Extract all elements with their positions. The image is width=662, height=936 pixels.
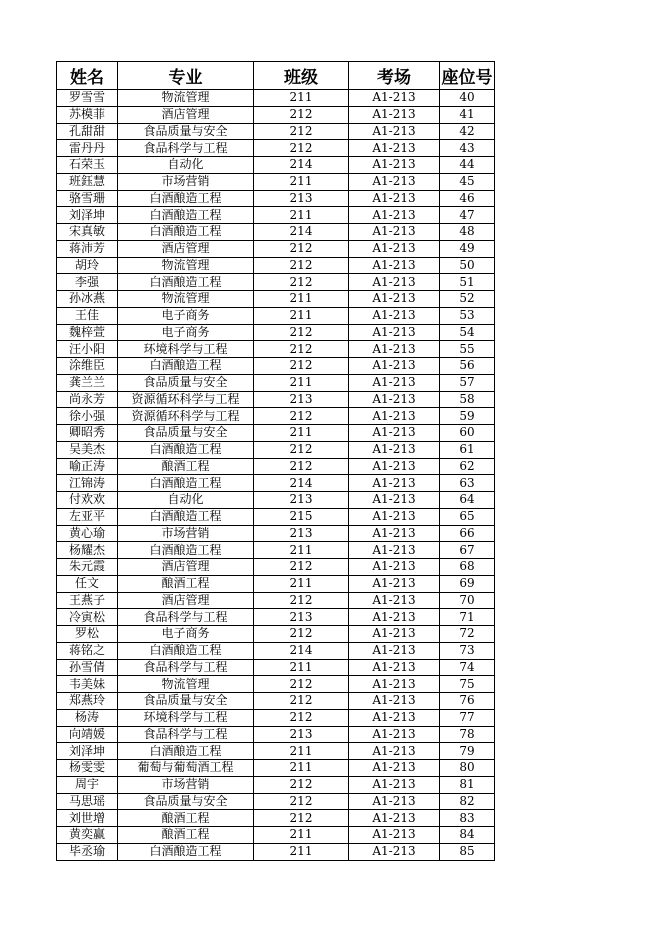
cell-exam-room: A1-213 [349,106,440,123]
cell-major: 食品质量与安全 [118,693,254,710]
cell-name: 宋真敏 [57,224,118,241]
cell-seat-number: 52 [440,291,495,308]
cell-major: 食品质量与安全 [118,374,254,391]
table-row [57,291,495,308]
cell-exam-room: A1-213 [349,240,440,257]
cell-class: 212 [254,341,349,358]
cell-seat-number: 45 [440,173,495,190]
cell-class: 212 [254,776,349,793]
cell-seat-number: 77 [440,709,495,726]
cell-exam-room: A1-213 [349,492,440,509]
cell-name: 孙冰燕 [57,291,118,308]
cell-exam-room: A1-213 [349,324,440,341]
table-row [57,157,495,174]
cell-name: 杨耀杰 [57,542,118,559]
cell-major: 酿酒工程 [118,458,254,475]
table-row [57,760,495,777]
cell-name: 孙雪倩 [57,659,118,676]
cell-major: 白酒酿造工程 [118,274,254,291]
table-row [57,140,495,157]
cell-major: 食品科学与工程 [118,726,254,743]
cell-name: 汪小阳 [57,341,118,358]
table-row [57,709,495,726]
cell-major: 酒店管理 [118,592,254,609]
cell-seat-number: 79 [440,743,495,760]
cell-major: 电子商务 [118,626,254,643]
cell-class: 213 [254,391,349,408]
cell-major: 物流管理 [118,257,254,274]
cell-class: 212 [254,810,349,827]
cell-exam-room: A1-213 [349,140,440,157]
cell-seat-number: 55 [440,341,495,358]
cell-major: 白酒酿造工程 [118,190,254,207]
cell-name: 付欢欢 [57,492,118,509]
cell-major: 白酒酿造工程 [118,642,254,659]
table-row [57,525,495,542]
cell-exam-room: A1-213 [349,709,440,726]
table-row [57,776,495,793]
cell-seat-number: 71 [440,609,495,626]
table-row [57,676,495,693]
cell-major: 物流管理 [118,291,254,308]
cell-class: 212 [254,240,349,257]
cell-class: 212 [254,693,349,710]
cell-major: 电子商务 [118,324,254,341]
table-row [57,358,495,375]
cell-seat-number: 41 [440,106,495,123]
table-row [57,274,495,291]
cell-name: 李强 [57,274,118,291]
cell-exam-room: A1-213 [349,810,440,827]
cell-major: 资源循环科学与工程 [118,391,254,408]
cell-name: 杨雯雯 [57,760,118,777]
cell-major: 白酒酿造工程 [118,224,254,241]
cell-class: 214 [254,475,349,492]
cell-exam-room: A1-213 [349,827,440,844]
table-row [57,810,495,827]
cell-name: 左亚平 [57,508,118,525]
cell-name: 周宇 [57,776,118,793]
cell-class: 211 [254,90,349,107]
cell-major: 白酒酿造工程 [118,475,254,492]
cell-seat-number: 64 [440,492,495,509]
cell-exam-room: A1-213 [349,441,440,458]
cell-class: 211 [254,307,349,324]
cell-exam-room: A1-213 [349,726,440,743]
table-row [57,575,495,592]
cell-exam-room: A1-213 [349,391,440,408]
cell-major: 酒店管理 [118,559,254,576]
cell-seat-number: 68 [440,559,495,576]
cell-class: 212 [254,358,349,375]
cell-name: 向靖媛 [57,726,118,743]
cell-class: 211 [254,760,349,777]
cell-exam-room: A1-213 [349,508,440,525]
cell-major: 白酒酿造工程 [118,743,254,760]
cell-seat-number: 82 [440,793,495,810]
cell-name: 尚永芳 [57,391,118,408]
cell-seat-number: 60 [440,425,495,442]
cell-seat-number: 67 [440,542,495,559]
cell-class: 211 [254,575,349,592]
cell-seat-number: 84 [440,827,495,844]
table-row [57,441,495,458]
header-exam-room: 考场 [349,62,440,90]
cell-name: 朱元霞 [57,559,118,576]
cell-major: 自动化 [118,157,254,174]
cell-seat-number: 58 [440,391,495,408]
cell-name: 罗雪雪 [57,90,118,107]
table-row [57,458,495,475]
cell-seat-number: 48 [440,224,495,241]
cell-class: 213 [254,492,349,509]
cell-major: 白酒酿造工程 [118,542,254,559]
cell-exam-room: A1-213 [349,224,440,241]
cell-major: 食品科学与工程 [118,609,254,626]
cell-exam-room: A1-213 [349,776,440,793]
cell-class: 212 [254,441,349,458]
cell-class: 213 [254,726,349,743]
table-row [57,90,495,107]
table-row [57,190,495,207]
table-row [57,257,495,274]
cell-name: 雷丹丹 [57,140,118,157]
cell-class: 212 [254,106,349,123]
cell-class: 212 [254,324,349,341]
cell-name: 蒋沛芳 [57,240,118,257]
cell-exam-room: A1-213 [349,559,440,576]
cell-seat-number: 85 [440,843,495,860]
cell-major: 酿酒工程 [118,810,254,827]
table-row [57,542,495,559]
cell-major: 酒店管理 [118,106,254,123]
cell-class: 214 [254,157,349,174]
cell-seat-number: 76 [440,693,495,710]
cell-exam-room: A1-213 [349,793,440,810]
table-row [57,659,495,676]
cell-class: 211 [254,291,349,308]
table-row [57,559,495,576]
cell-seat-number: 59 [440,408,495,425]
table-row [57,793,495,810]
table-row [57,726,495,743]
cell-exam-room: A1-213 [349,542,440,559]
table-body [57,90,495,861]
cell-seat-number: 47 [440,207,495,224]
cell-class: 211 [254,374,349,391]
cell-class: 212 [254,793,349,810]
cell-class: 212 [254,709,349,726]
cell-name: 任文 [57,575,118,592]
cell-class: 212 [254,140,349,157]
cell-exam-room: A1-213 [349,693,440,710]
cell-class: 212 [254,559,349,576]
cell-major: 葡萄与葡萄酒工程 [118,760,254,777]
cell-exam-room: A1-213 [349,525,440,542]
cell-name: 王佳 [57,307,118,324]
cell-class: 211 [254,425,349,442]
cell-name: 骆雪珊 [57,190,118,207]
cell-exam-room: A1-213 [349,676,440,693]
cell-seat-number: 73 [440,642,495,659]
cell-name: 黄奕赢 [57,827,118,844]
seat-assignment-table [56,61,495,861]
cell-class: 214 [254,642,349,659]
cell-major: 酿酒工程 [118,827,254,844]
table-row [57,341,495,358]
cell-major: 环境科学与工程 [118,341,254,358]
cell-class: 212 [254,274,349,291]
table-header-row [57,62,495,90]
table-row [57,743,495,760]
table-row [57,592,495,609]
cell-name: 涂维臣 [57,358,118,375]
table-row [57,240,495,257]
table-row [57,425,495,442]
header-seat-number: 座位号 [440,62,495,90]
cell-exam-room: A1-213 [349,274,440,291]
cell-major: 物流管理 [118,90,254,107]
table-row [57,475,495,492]
cell-major: 白酒酿造工程 [118,358,254,375]
cell-class: 211 [254,542,349,559]
table-row [57,843,495,860]
cell-seat-number: 62 [440,458,495,475]
cell-class: 215 [254,508,349,525]
header-class: 班级 [254,62,349,90]
cell-exam-room: A1-213 [349,291,440,308]
cell-name: 黄心瑜 [57,525,118,542]
cell-class: 211 [254,843,349,860]
cell-class: 212 [254,408,349,425]
cell-name: 魏梓萱 [57,324,118,341]
cell-name: 徐小强 [57,408,118,425]
cell-name: 刘泽坤 [57,207,118,224]
cell-class: 212 [254,676,349,693]
cell-exam-room: A1-213 [349,190,440,207]
cell-name: 罗松 [57,626,118,643]
cell-major: 资源循环科学与工程 [118,408,254,425]
cell-major: 白酒酿造工程 [118,843,254,860]
cell-seat-number: 74 [440,659,495,676]
cell-exam-room: A1-213 [349,157,440,174]
cell-major: 市场营销 [118,525,254,542]
cell-major: 电子商务 [118,307,254,324]
table-row [57,123,495,140]
cell-exam-room: A1-213 [349,626,440,643]
cell-name: 石荣玉 [57,157,118,174]
cell-seat-number: 51 [440,274,495,291]
cell-name: 王燕子 [57,592,118,609]
table-row [57,391,495,408]
cell-exam-room: A1-213 [349,843,440,860]
cell-major: 食品质量与安全 [118,425,254,442]
cell-major: 食品质量与安全 [118,123,254,140]
cell-class: 211 [254,173,349,190]
cell-name: 蒋铭之 [57,642,118,659]
cell-name: 喻正涛 [57,458,118,475]
cell-class: 213 [254,190,349,207]
table-row [57,642,495,659]
cell-name: 胡玲 [57,257,118,274]
cell-seat-number: 53 [440,307,495,324]
cell-seat-number: 43 [440,140,495,157]
cell-seat-number: 56 [440,358,495,375]
cell-name: 马思瑶 [57,793,118,810]
table-row [57,827,495,844]
cell-seat-number: 75 [440,676,495,693]
cell-seat-number: 54 [440,324,495,341]
cell-name: 刘泽坤 [57,743,118,760]
cell-exam-room: A1-213 [349,257,440,274]
cell-exam-room: A1-213 [349,458,440,475]
cell-seat-number: 66 [440,525,495,542]
header-major: 专业 [118,62,254,90]
table-row [57,693,495,710]
table-row [57,492,495,509]
cell-name: 郑燕玲 [57,693,118,710]
cell-class: 211 [254,659,349,676]
table-row [57,408,495,425]
cell-name: 韦美妹 [57,676,118,693]
cell-major: 市场营销 [118,173,254,190]
table-row [57,508,495,525]
cell-name: 杨涛 [57,709,118,726]
cell-seat-number: 70 [440,592,495,609]
cell-seat-number: 44 [440,157,495,174]
cell-major: 酒店管理 [118,240,254,257]
cell-exam-room: A1-213 [349,358,440,375]
table-row [57,324,495,341]
cell-exam-room: A1-213 [349,592,440,609]
cell-major: 食品质量与安全 [118,793,254,810]
cell-exam-room: A1-213 [349,173,440,190]
cell-seat-number: 50 [440,257,495,274]
cell-name: 卿昭秀 [57,425,118,442]
cell-class: 212 [254,257,349,274]
table-row [57,106,495,123]
cell-seat-number: 81 [440,776,495,793]
cell-major: 物流管理 [118,676,254,693]
cell-class: 214 [254,224,349,241]
cell-name: 冷寅松 [57,609,118,626]
cell-exam-room: A1-213 [349,408,440,425]
cell-class: 213 [254,609,349,626]
cell-seat-number: 46 [440,190,495,207]
table-row [57,173,495,190]
cell-class: 212 [254,458,349,475]
table-row [57,207,495,224]
cell-exam-room: A1-213 [349,659,440,676]
cell-seat-number: 65 [440,508,495,525]
cell-name: 江锦涛 [57,475,118,492]
cell-exam-room: A1-213 [349,475,440,492]
header-name: 姓名 [57,62,118,90]
cell-major: 市场营销 [118,776,254,793]
cell-seat-number: 42 [440,123,495,140]
cell-class: 211 [254,207,349,224]
cell-major: 酿酒工程 [118,575,254,592]
cell-exam-room: A1-213 [349,575,440,592]
cell-seat-number: 83 [440,810,495,827]
cell-seat-number: 61 [440,441,495,458]
table-row [57,609,495,626]
cell-major: 白酒酿造工程 [118,508,254,525]
cell-exam-room: A1-213 [349,207,440,224]
cell-class: 213 [254,525,349,542]
cell-class: 211 [254,743,349,760]
cell-seat-number: 40 [440,90,495,107]
table-row [57,307,495,324]
cell-seat-number: 57 [440,374,495,391]
cell-seat-number: 49 [440,240,495,257]
cell-class: 212 [254,626,349,643]
cell-exam-room: A1-213 [349,743,440,760]
cell-seat-number: 78 [440,726,495,743]
cell-exam-room: A1-213 [349,307,440,324]
cell-exam-room: A1-213 [349,760,440,777]
table-row [57,626,495,643]
cell-name: 孔甜甜 [57,123,118,140]
cell-major: 自动化 [118,492,254,509]
cell-seat-number: 80 [440,760,495,777]
cell-major: 食品科学与工程 [118,140,254,157]
cell-class: 211 [254,827,349,844]
cell-exam-room: A1-213 [349,90,440,107]
cell-class: 212 [254,123,349,140]
cell-major: 白酒酿造工程 [118,441,254,458]
cell-exam-room: A1-213 [349,123,440,140]
cell-class: 212 [254,592,349,609]
cell-exam-room: A1-213 [349,341,440,358]
cell-name: 龚兰兰 [57,374,118,391]
cell-seat-number: 63 [440,475,495,492]
cell-seat-number: 69 [440,575,495,592]
cell-exam-room: A1-213 [349,425,440,442]
cell-name: 吴美杰 [57,441,118,458]
table-row [57,374,495,391]
cell-major: 食品科学与工程 [118,659,254,676]
cell-seat-number: 72 [440,626,495,643]
cell-exam-room: A1-213 [349,609,440,626]
cell-major: 白酒酿造工程 [118,207,254,224]
cell-name: 班鈺慧 [57,173,118,190]
cell-major: 环境科学与工程 [118,709,254,726]
cell-name: 苏模菲 [57,106,118,123]
table-row [57,224,495,241]
cell-name: 刘世增 [57,810,118,827]
cell-exam-room: A1-213 [349,374,440,391]
cell-exam-room: A1-213 [349,642,440,659]
cell-name: 毕丞瑜 [57,843,118,860]
